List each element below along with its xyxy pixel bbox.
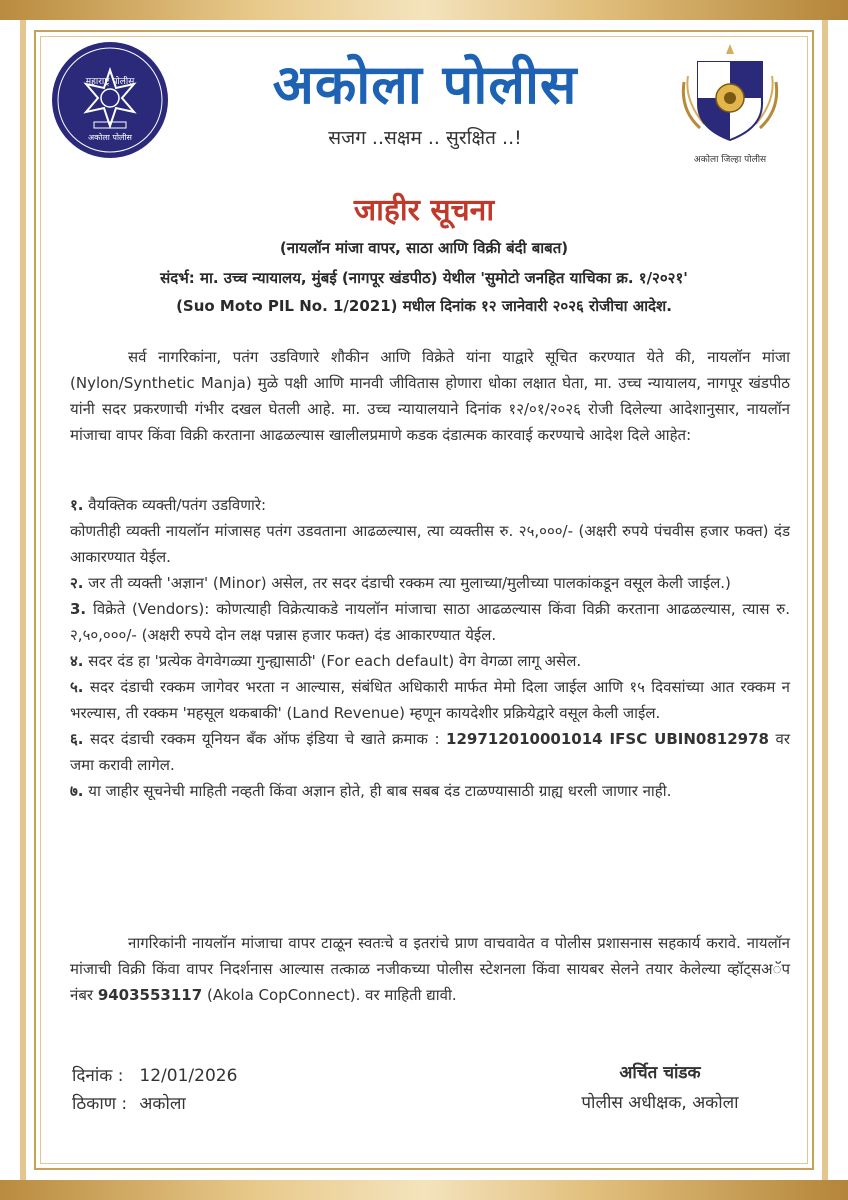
right-logo-caption: अकोला जिल्हा पोलीस (693, 155, 767, 165)
clause-5 (70, 674, 790, 726)
clause-text: सदर दंडाची रक्कम यूनियन बँक ऑफ इंडिया चे खाते क्रमाक : (90, 730, 440, 748)
bank-account-number: 129712010001014 IFSC UBIN0812978 (446, 730, 769, 748)
brand-tagline: सजग ..सक्षम .. सुरक्षित ..! (328, 127, 522, 149)
notice-subject: (नायलॉन मांजा वापर, साठा आणि विक्री बंदी बाबत) (279, 239, 569, 257)
date-label: दिनांक : (72, 1066, 124, 1086)
place-row (72, 1090, 237, 1118)
place-label: ठिकाण : (72, 1094, 128, 1114)
closing-tail: (Akola CopConnect). वर माहिती द्यावी. (206, 986, 457, 1004)
clause-text: वैयक्तिक व्यक्ती/पतंग उडविणारे: (88, 496, 267, 514)
whatsapp-number: 9403553117 (97, 986, 203, 1004)
top-gold-border (0, 0, 848, 20)
signature-block (540, 1058, 780, 1118)
clause-2 (70, 570, 790, 596)
left-logo-top-text: महाराष्ट्र पोलीस (85, 77, 135, 87)
clause-number: ७. (70, 782, 84, 800)
clause-number: ६. (70, 730, 84, 748)
clause-6 (70, 726, 790, 778)
notice-clauses (70, 492, 790, 804)
clause-number: १. (70, 496, 84, 514)
akola-district-police-crest-icon (670, 40, 790, 165)
date-value: 12/01/2026 (139, 1066, 238, 1086)
clause-number: २. (70, 574, 84, 592)
brand-title: अकोला पोलीस (272, 53, 578, 116)
clause-text: सदर दंडाची रक्कम जागेवर भरता न आल्यास, संबंधित अधिकारी मार्फत मेमो दिला जाईल आणि १५ दिवसांच्या आत रक्कम न भरल्यास, ती रक्कम 'महसूल थकबाकी' (Land Revenue) म्हणून कायदेशीर प्रक्रियेद्वारे वसूल केली जाईल. (70, 678, 790, 722)
clause-text: विक्रेते (Vendors): कोणत्याही विक्रेत्याकडे नायलॉन मांजाचा साठा आढळल्यास किंवा विक्री करताना आढळल्यास, त्यास रु. २,५०,०००/- (अक्षरी रुपये दोन लक्ष पन्नास हजार फक्त) दंड आकारण्यात येईल. (70, 600, 790, 644)
clause-text: जर ती व्यक्ती 'अज्ञान' (Minor) असेल, तर सदर दंडाची रक्कम त्या मुलाच्या/मुलीच्या पालकांकडून वसूल केली जाईल.) (88, 574, 731, 592)
clause-number: ५. (70, 678, 84, 696)
notice-reference-line-2: (Suo Moto PIL No. 1/2021) मधील दिनांक १२ जानेवारी २०२६ रोजीचा आदेश. (176, 297, 672, 315)
clause-3 (70, 596, 790, 648)
left-logo-bottom-text: अकोला पोलीस (88, 133, 132, 142)
bottom-gold-border (0, 1180, 848, 1200)
notice-title: जाहीर सूचना (353, 193, 495, 228)
date-row (72, 1062, 237, 1090)
signatory-title: पोलीस अधीक्षक, अकोला (581, 1093, 739, 1113)
clause-7 (70, 778, 790, 804)
clause-4 (70, 648, 790, 674)
notice-date-place (72, 1062, 237, 1118)
maharashtra-police-emblem-icon (50, 40, 170, 160)
place-value: अकोला (139, 1094, 186, 1114)
notice-reference-line-1: संदर्भ: मा. उच्च न्यायालय, मुंबई (नागपूर खंडपीठ) येथील 'सुमोटो जनहित याचिका क्र. १/२०२१' (160, 269, 688, 287)
clause-text: सदर दंड हा 'प्रत्येक वेगवेगळ्या गुन्ह्यासाठी' (For each default) वेग वेगळा लागू असेल. (88, 652, 582, 670)
clause-1-heading (70, 492, 790, 518)
clause-number: ४. (70, 652, 84, 670)
clause-1-body (70, 518, 790, 570)
clause-text: या जाहीर सूचनेची माहिती नव्हती किंवा अज्ञान होते, ही बाब सबब दंड टाळण्यासाठी ग्राह्य धरली जाणार नाही. (88, 782, 672, 800)
clause-number: 3. (70, 600, 87, 618)
closing-text: नागरिकांनी नायलॉन मांजाचा वापर टाळून स्वतःचे व इतरांचे प्राण वाचवावेत व पोलीस प्रशासनास सहकार्य करावे. नायलॉन मांजाची विक्री किंवा वापर निदर्शनास आल्यास तत्काळ नजीकच्या पोलीस स्टेशनला किंवा सायबर सेलने तयार केलेल्या व्हॉट्सअॅप नंबर (70, 934, 790, 1004)
clause-text: कोणतीही व्यक्ती नायलॉन मांजासह पतंग उडवताना आढळल्यास, त्या व्यक्तीस रु. २५,०००/- (अक्षरी रुपये पंचवीस हजार फक्त) दंड आकारण्यात येईल. (70, 522, 790, 566)
notice-closing-paragraph (70, 930, 790, 1008)
notice-intro-paragraph: सर्व नागरिकांना, पतंग उडविणारे शौकीन आणि विक्रेते यांना याद्वारे सूचित करण्यात येते की, नायलॉन मांजा (Nylon/Synthetic Manja) मुळे पक्षी आणि मानवी जीवितास होणारा धोका लक्षात घेता, मा. उच्च न्यायालय, नागपूर खंडपीठ यांनी सदर प्रकरणाची गंभीर दखल घेतली आहे. मा. उच्च न्यायालयाने दिनांक १२/०१/२०२६ रोजी दिलेल्या आदेशानुसार, नायलॉन मांजाचा वापर किंवा विक्री करताना आढळल्यास खालीलप्रमाणे कडक दंडात्मक कारवाई करण्याचे आदेश दिले आहेत: (70, 348, 790, 444)
signatory-name: अर्चित चांडक (619, 1063, 701, 1083)
clause-text-tail: वर जमा करावी लागेल. (70, 730, 790, 774)
